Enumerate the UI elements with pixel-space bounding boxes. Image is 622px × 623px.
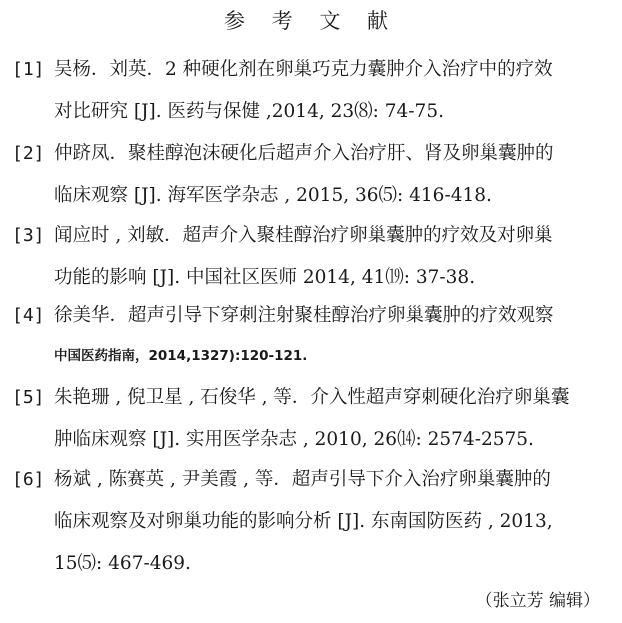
reference-text-line: 朱艳珊 , 倪卫星 , 石俊华 , 等．介入性超声穿刺硬化治疗卵巢囊 xyxy=(54,387,570,408)
reference-text-line: 仲跻凤．聚桂醇泡沫硬化后超声介入治疗肝、肾及卵巢囊肿的 xyxy=(54,143,554,164)
reference-text-line: 临床观察及对卵巢功能的影响分析 [J]. 东南国防医药 , 2013, xyxy=(54,511,553,532)
reference-text-line: 临床观察 [J]. 海军医学杂志 , 2015, 36⑸: 416-418. xyxy=(54,185,492,206)
reference-number: [4] xyxy=(12,305,45,326)
reference-number: [1] xyxy=(12,59,45,80)
reference-text-line: 对比研究 [J]. 医药与保健 ,2014, 23⑻: 74-75. xyxy=(54,101,444,122)
reference-text-line: 肿临床观察 [J]. 实用医学杂志 , 2010, 26⒁: 2574-2575. xyxy=(54,429,534,450)
page-title: 参 考 文 献 xyxy=(223,9,399,33)
reference-number: [3] xyxy=(12,225,45,246)
reference-number: [2] xyxy=(12,143,45,164)
reference-text-line: 徐美华．超声引导下穿刺注射聚桂醇治疗卵巢囊肿的疗效观察 xyxy=(54,305,554,326)
reference-number: [5] xyxy=(12,387,45,408)
reference-text-line: 闻应时 , 刘敏．超声介入聚桂醇治疗卵巢囊肿的疗效及对卵巢 xyxy=(54,225,553,246)
reference-text-line: 功能的影响 [J]. 中国社区医师 2014, 41⒆: 37-38. xyxy=(54,267,476,288)
reference-text-line: 中国医药指南，2014,1327):120-121. xyxy=(54,348,308,364)
reference-number: [6] xyxy=(12,469,45,490)
reference-text-line: 吴杨．刘英．2 种硬化剂在卵巢巧克力囊肿介入治疗中的疗效 xyxy=(54,59,553,80)
reference-text-line: 15⑸: 467-469. xyxy=(54,553,191,574)
editor-credit: （张立芳 编辑） xyxy=(475,591,600,611)
reference-text-line: 杨斌 , 陈赛英 , 尹美霞 , 等．超声引导下介入治疗卵巢囊肿的 xyxy=(54,469,551,490)
